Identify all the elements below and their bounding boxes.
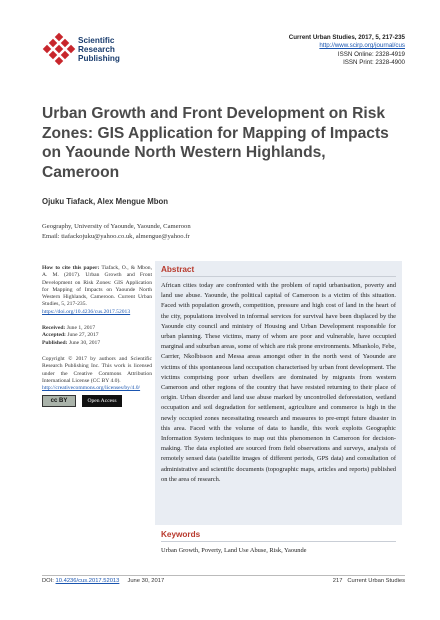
abstract-text: African cities today are confronted with the problem of rapid urbanisation, poverty and land use abuse. Yaounde, the political capital of Cameroon is a victim of this situation. Faced with population growth, competition, pressure and high cost of land in the heart of the city, populations involved in informal services for survival have been displaced by the Yaounde city council and ministry of Housing and Urban Development responsible for urban planning. These victims, many of whom are poor and vulnerable, have occupied marginal and suburban areas, some of which are risk prone environments. Mbankolo, Febe, Carrier, Nkolbisson and Messa areas amongst other in the north west of Yaounde are victims of this spontaneous land occupation characterised by urban front development. The victims comprising poor urban dwellers are dominated by migrants from western Cameroon and other regions of the country that have resisted returning to their place of origin. Urban disorder and land use abuse marked by uncontrolled deforestation, wetland occupation and soil degradation for settlement, agriculture and commerce is high in the newly occupied zones necessitating research and measures to pre-empt future disaster in this area. Faced with the volume of data to handle, this work exploits Geographic Information System techniques to map out this phenomenon in Cameroon for decision-making. The data exploited are sourced from field observations and surveys, analysis of remotely sensed data (satellite images of different periods, GPS data) and consultation of administrative and scientific documents (topographic maps, articles and reports) published on the area of research. [161, 282, 396, 483]
copyright-notice: Copyright © 2017 by authors and Scientific Research Publishing Inc. This work is licensed under the Creative Commons Attribution International License (CC BY 4.0). [42, 355, 152, 384]
footer-date: June 30, 2017 [127, 578, 165, 584]
cite-label: How to cite this paper: [42, 265, 100, 271]
received-value: June 1, 2017 [66, 325, 96, 332]
published-value: June 30, 2017 [68, 339, 101, 346]
footer-divider [42, 575, 405, 576]
received-label: Received: [42, 325, 66, 332]
author-email: Email: tiafackojuku@yahoo.co.uk, almengue@yahoo.fr [42, 233, 190, 240]
journal-url-link[interactable]: http://www.scirp.org/journal/cus [319, 42, 405, 50]
publisher-logo-icon [42, 32, 76, 66]
published-label: Published: [42, 339, 68, 346]
journal-info [289, 34, 405, 68]
paper-authors: Ojuku Tiafack, Alex Mengue Mbon [42, 197, 169, 206]
license-badges [42, 395, 152, 407]
footer-doi-link[interactable]: 10.4236/cus.2017.52013 [55, 578, 120, 584]
page-number: 217 [332, 578, 343, 584]
keywords-heading: Keywords [161, 530, 396, 542]
publisher-name [78, 36, 120, 64]
accepted-date [42, 332, 152, 339]
author-affiliation [42, 222, 191, 242]
open-access-badge: Open Access [82, 395, 122, 407]
affiliation-text: Geography, University of Yaounde, Yaounde, Cameroon [42, 223, 191, 230]
cc-by-badge-icon[interactable]: cc BY [42, 395, 76, 407]
issn-print: ISSN Print: 2328-4900 [343, 59, 405, 67]
article-info-column [42, 265, 152, 407]
abstract-heading: Abstract [161, 265, 396, 277]
publisher-name-line3: Publishing [78, 54, 120, 64]
page-footer [42, 578, 164, 584]
footer-page-info [333, 578, 405, 584]
paper-title: Urban Growth and Front Development on Risk Zones: GIS Application for Mapping of Impacts on Yaounde North Western Highlands, Cameroon [42, 105, 389, 181]
license-link[interactable]: http://creativecommons.org/licenses/by/4.0/ [42, 385, 141, 392]
publisher-name-line1: Scientific [78, 36, 115, 45]
journal-citation: Current Urban Studies, 2017, 5, 217-235 [288, 34, 405, 41]
citation-block [42, 265, 152, 316]
cite-text: Tiafack, O., & Mbon, A. M. (2017). Urban Growth and Front Development on Risk Zones: GIS Application for Mapping of Impacts on Yaounde North Western Highlands, Cameroon. Current Urban Studies, 5, 217-235. [42, 265, 152, 308]
issn-online: ISSN Online: 2328-4919 [337, 50, 405, 58]
publisher-logo [42, 32, 202, 66]
footer-journal-name: Current Urban Studies [347, 578, 405, 584]
footer-doi-label: DOI: [42, 578, 54, 584]
keywords-section [155, 530, 402, 555]
accepted-label: Accepted: [42, 332, 66, 339]
doi-link[interactable]: https://doi.org/10.4236/cus.2017.52013 [42, 308, 131, 315]
abstract-box [155, 261, 402, 525]
accepted-value: June 27, 2017 [67, 332, 99, 339]
published-date [42, 340, 152, 347]
received-date [42, 325, 152, 332]
publisher-name-line2: Research [78, 45, 115, 55]
keywords-text: Urban Growth, Poverty, Land Use Abuse, Risk, Yaounde [161, 547, 307, 554]
